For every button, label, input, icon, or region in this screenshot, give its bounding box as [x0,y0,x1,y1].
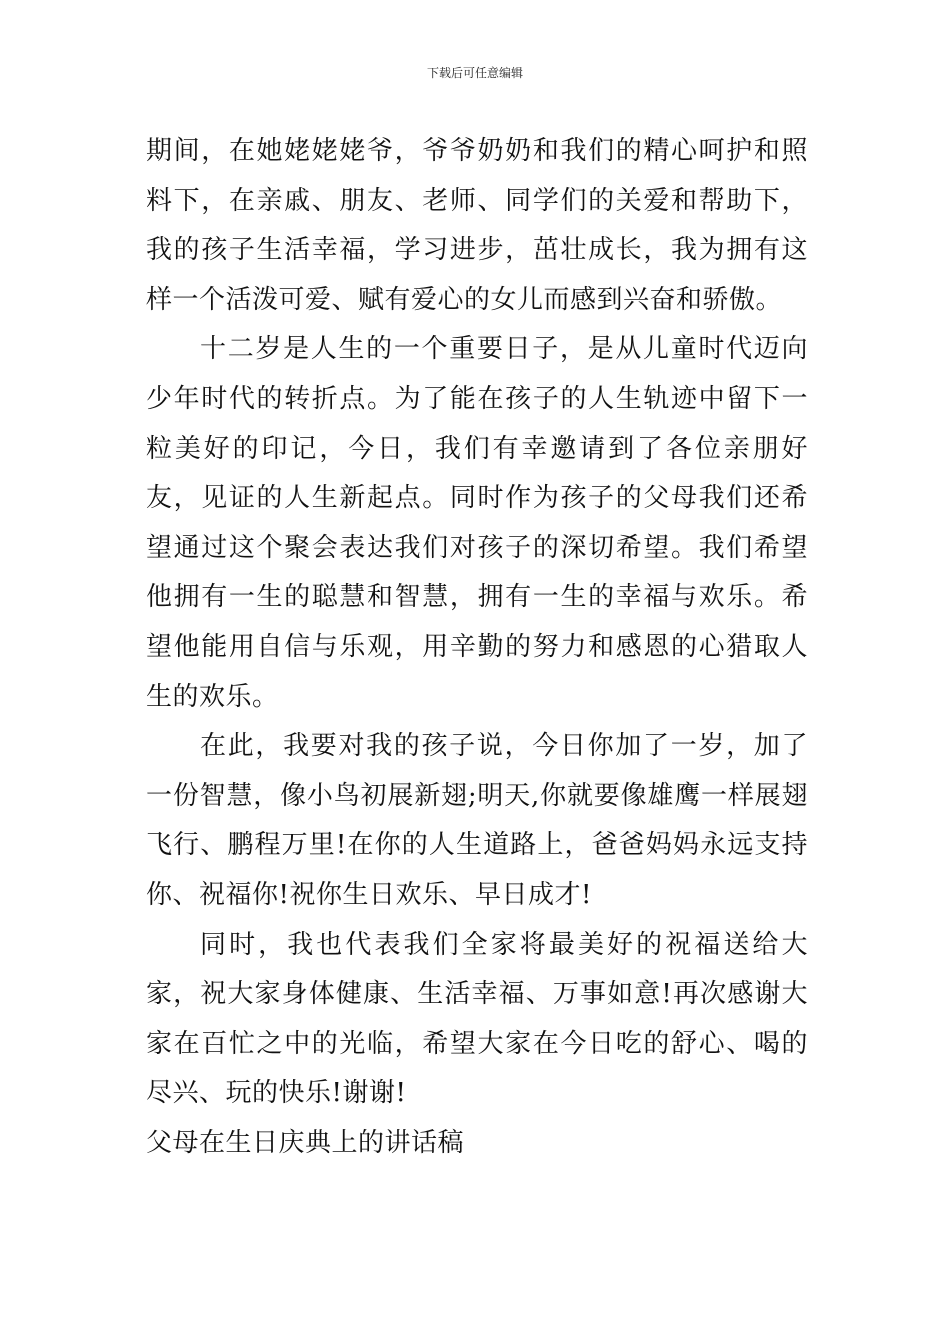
paragraph-twelve-years: 十二岁是人生的一个重要日子，是从儿童时代迈向少年时代的转折点。为了能在孩子的人生轨迹中留下一粒美好的印记，今日，我们有幸邀请到了各位亲朋好友，见证的人生新起点。同时作为孩子的父母我们还希望通过这个聚会表达我们对孩子的深切希望。我们希望他拥有一生的聪慧和智慧，拥有一生的幸福与欢乐。希望他能用自信与乐观，用辛勤的努力和感恩的心猎取人生的欢乐。 [146,334,808,712]
paragraph-to-guests: 同时，我也代表我们全家将最美好的祝福送给大家，祝大家身体健康、生活幸福、万事如意!再次感谢大家在百忙之中的光临，希望大家在今日吃的舒心、喝的尽兴、玩的快乐!谢谢! [146,929,808,1109]
document-title: 父母在生日庆典上的讲话稿 [146,1127,465,1158]
document-body [146,127,808,1168]
paragraph-continuation: 期间，在她姥姥姥爷，爷爷奶奶和我们的精心呵护和照料下，在亲戚、朋友、老师、同学们的关爱和帮助下，我的孩子生活幸福，学习进步，茁壮成长，我为拥有这样一个活泼可爱、赋有爱心的女儿而感到兴奋和骄傲。 [146,136,808,315]
page-header-note: 下载后可任意编辑 [426,66,523,80]
paragraph-to-child: 在此，我要对我的孩子说，今日你加了一岁，加了一份智慧，像小鸟初展新翅;明天,你就要像雄鹰一样展翅飞行、鹏程万里!在你的人生道路上，爸爸妈妈永远支持你、祝福你!祝你生日欢乐、早日成才! [146,731,808,910]
